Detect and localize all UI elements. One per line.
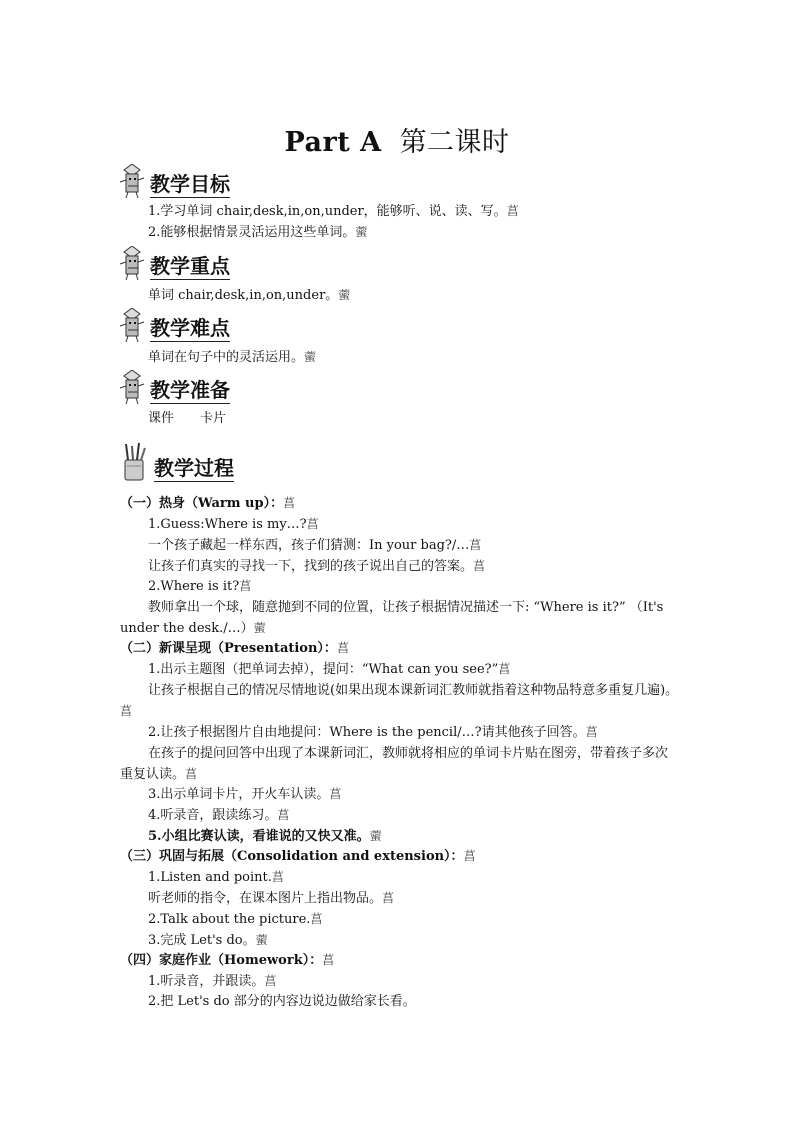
process-cons-3: 3.完成 Let's do。藌 bbox=[148, 933, 268, 948]
process-pres-4: 4.听录音，跟读练习。菖 bbox=[148, 808, 290, 823]
process-warm-1: 1.Guess:Where is my…?菖 bbox=[148, 517, 319, 532]
process-pres-5: 5.小组比赛认读，看谁说的又快又准。藌 bbox=[148, 829, 382, 844]
section-key-heading bbox=[118, 246, 230, 280]
section-prep-heading bbox=[118, 370, 230, 404]
process-warm-1b: 让孩子们真实的寻找一下，找到的孩子说出自己的答案。菖 bbox=[148, 559, 486, 574]
goals-line-2: 2.能够根据情景灵活运用这些单词。藌 bbox=[148, 225, 368, 240]
section-process-heading bbox=[118, 442, 234, 482]
pencil-mascot-icon bbox=[118, 370, 148, 404]
title-en: Part A bbox=[284, 127, 382, 158]
pencil-mascot-icon bbox=[118, 308, 148, 342]
pencil-mascot-icon bbox=[118, 164, 148, 198]
pencil-mascot-icon bbox=[118, 246, 148, 280]
process-warm-1a: 一个孩子藏起一样东西，孩子们猜测：In your bag?/…菖 bbox=[148, 538, 482, 553]
pencil-cup-icon bbox=[118, 442, 150, 482]
process-pres-1: 1.出示主题图（把单词去掉），提问：“What can you see?”菖 bbox=[148, 662, 511, 677]
section-process-title: 教学过程 bbox=[154, 456, 234, 480]
section-prep-title: 教学准备 bbox=[150, 378, 230, 402]
process-warm-2a: 教师拿出一个球，随意抛到不同的位置，让孩子根据情况描述一下: “Where is it?” （It's under the desk./…）藌 bbox=[120, 600, 664, 636]
difficult-line-1: 单词在句子中的灵活运用。藌 bbox=[148, 350, 317, 365]
process-pres-1a: 让孩子根据自己的情况尽情地说(如果出现本课新词汇教师就指着这种物品特意多重复几遍)。菖 bbox=[120, 683, 679, 718]
goals-line-1: 1.学习单词 chair,desk,in,on,under，能够听、说、读、写。菖 bbox=[148, 204, 519, 219]
process-pres-2: 2.让孩子根据图片自由地提问：Where is the pencil/…?请其他孩子回答。菖 bbox=[148, 725, 598, 740]
process-hw-2: 2.把 Let's do 部分的内容边说边做给家长看。 bbox=[148, 994, 416, 1009]
section-difficult-heading bbox=[118, 308, 230, 342]
section-key-title: 教学重点 bbox=[150, 254, 230, 278]
process-pres-heading: （二）新课呈现（Presentation）：菖 bbox=[120, 641, 349, 656]
page-title bbox=[0, 120, 794, 159]
section-goals-title: 教学目标 bbox=[150, 172, 230, 196]
process-warm-2: 2.Where is it?菖 bbox=[148, 579, 252, 594]
process-cons-heading: （三）巩固与拓展（Consolidation and extension）：菖 bbox=[120, 849, 476, 864]
process-cons-1a: 听老师的指令，在课本图片上指出物品。菖 bbox=[148, 891, 395, 906]
title-cn: 第二课时 bbox=[399, 127, 510, 158]
process-warm-heading: （一）热身（Warm up）：菖 bbox=[120, 496, 296, 511]
section-goals-heading bbox=[118, 164, 230, 198]
process-hw-heading: （四）家庭作业（Homework）：菖 bbox=[120, 953, 335, 968]
process-pres-3: 3.出示单词卡片，开火车认读。菖 bbox=[148, 787, 342, 802]
prep-line-1: 课件 卡片 bbox=[148, 411, 227, 426]
key-line-1: 单词 chair,desk,in,on,under。藌 bbox=[148, 288, 351, 303]
process-cons-2: 2.Talk about the picture.菖 bbox=[148, 912, 323, 927]
process-hw-1: 1.听录音，并跟读。菖 bbox=[148, 974, 277, 989]
process-pres-2a: 在孩子的提问回答中出现了本课新词汇，教师就将相应的单词卡片贴在图旁，带着孩子多次重复认读。菖 bbox=[120, 746, 669, 782]
section-difficult-title: 教学难点 bbox=[150, 316, 230, 340]
process-cons-1: 1.Listen and point.菖 bbox=[148, 870, 284, 885]
